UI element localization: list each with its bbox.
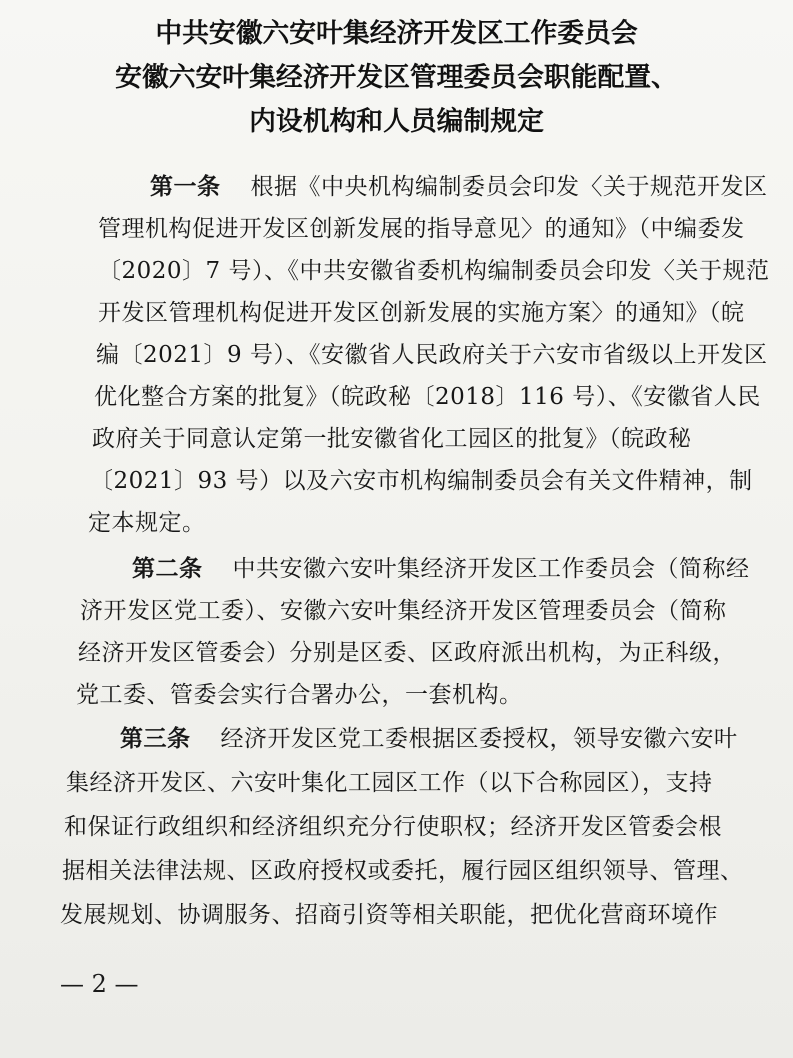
article-1-text-1: 根据《中央机构编制委员会印发〈关于规范开发区 [250,174,768,200]
article-3-line-1 [120,724,738,754]
article-2-line-4: 党工委、管委会实行合署办公，一套机构。 [76,682,523,708]
article-1-line-7: 政府关于同意认定第一批安徽省化工园区的批复》（皖政秘 [92,426,692,452]
article-1-line-9: 定本规定。 [88,510,206,536]
article-1-line-2: 管理机构促进开发区创新发展的指导意见〉的通知》（中编委发 [98,216,745,242]
article-3-line-2: 集经济开发区、六安叶集化工园区工作（以下合称园区），支持 [66,770,713,796]
page-number: — 2 — [60,970,139,998]
article-3-line-5: 发展规划、协调服务、招商引资等相关职能，把优化营商环境作 [60,902,718,928]
article-2-line-3: 经济开发区管委会）分别是区委、区政府派出机构，为正科级， [78,640,736,666]
title-line-3: 内设机构和人员编制规定 [249,106,544,137]
article-2-heading: 第二条 [132,556,203,582]
title-line-1: 中共安徽六安叶集经济开发区工作委员会 [155,18,638,49]
article-3-text-1: 经济开发区党工委根据区委授权，领导安徽六安叶 [220,726,738,752]
article-2-line-2: 济开发区党工委）、安徽六安叶集经济开发区管理委员会（简称 [80,598,727,624]
article-2-line-1 [132,554,750,584]
article-1-line-1 [150,172,768,202]
article-1-line-3: 〔2020〕7 号）、《中共安徽省委机构编制委员会印发〈关于规范 [98,258,770,284]
title-line-2: 安徽六安叶集经济开发区管理委员会职能配置、 [115,62,678,93]
article-1-line-6: 优化整合方案的批复》（皖政秘〔2018〕116 号）、《安徽省人民 [94,384,761,410]
article-1-line-4: 开发区管理机构促进开发区创新发展的实施方案〉的通知》（皖 [98,300,745,326]
article-1-line-5: 编〔2021〕9 号）、《安徽省人民政府关于六安市省级以上开发区 [96,342,768,368]
article-1-heading: 第一条 [150,174,221,200]
article-2-text-1: 中共安徽六安叶集经济开发区工作委员会（简称经 [232,556,750,582]
article-1-line-8: 〔2021〕93 号）以及六安市机构编制委员会有关文件精神，制 [90,468,753,494]
document-title [0,12,793,144]
article-3-line-3: 和保证行政组织和经济组织充分行使职权；经济开发区管委会根 [64,814,722,840]
article-3-heading: 第三条 [120,726,191,752]
article-3-line-4: 据相关法律法规、区政府授权或委托，履行园区组织领导、管理、 [62,858,744,884]
